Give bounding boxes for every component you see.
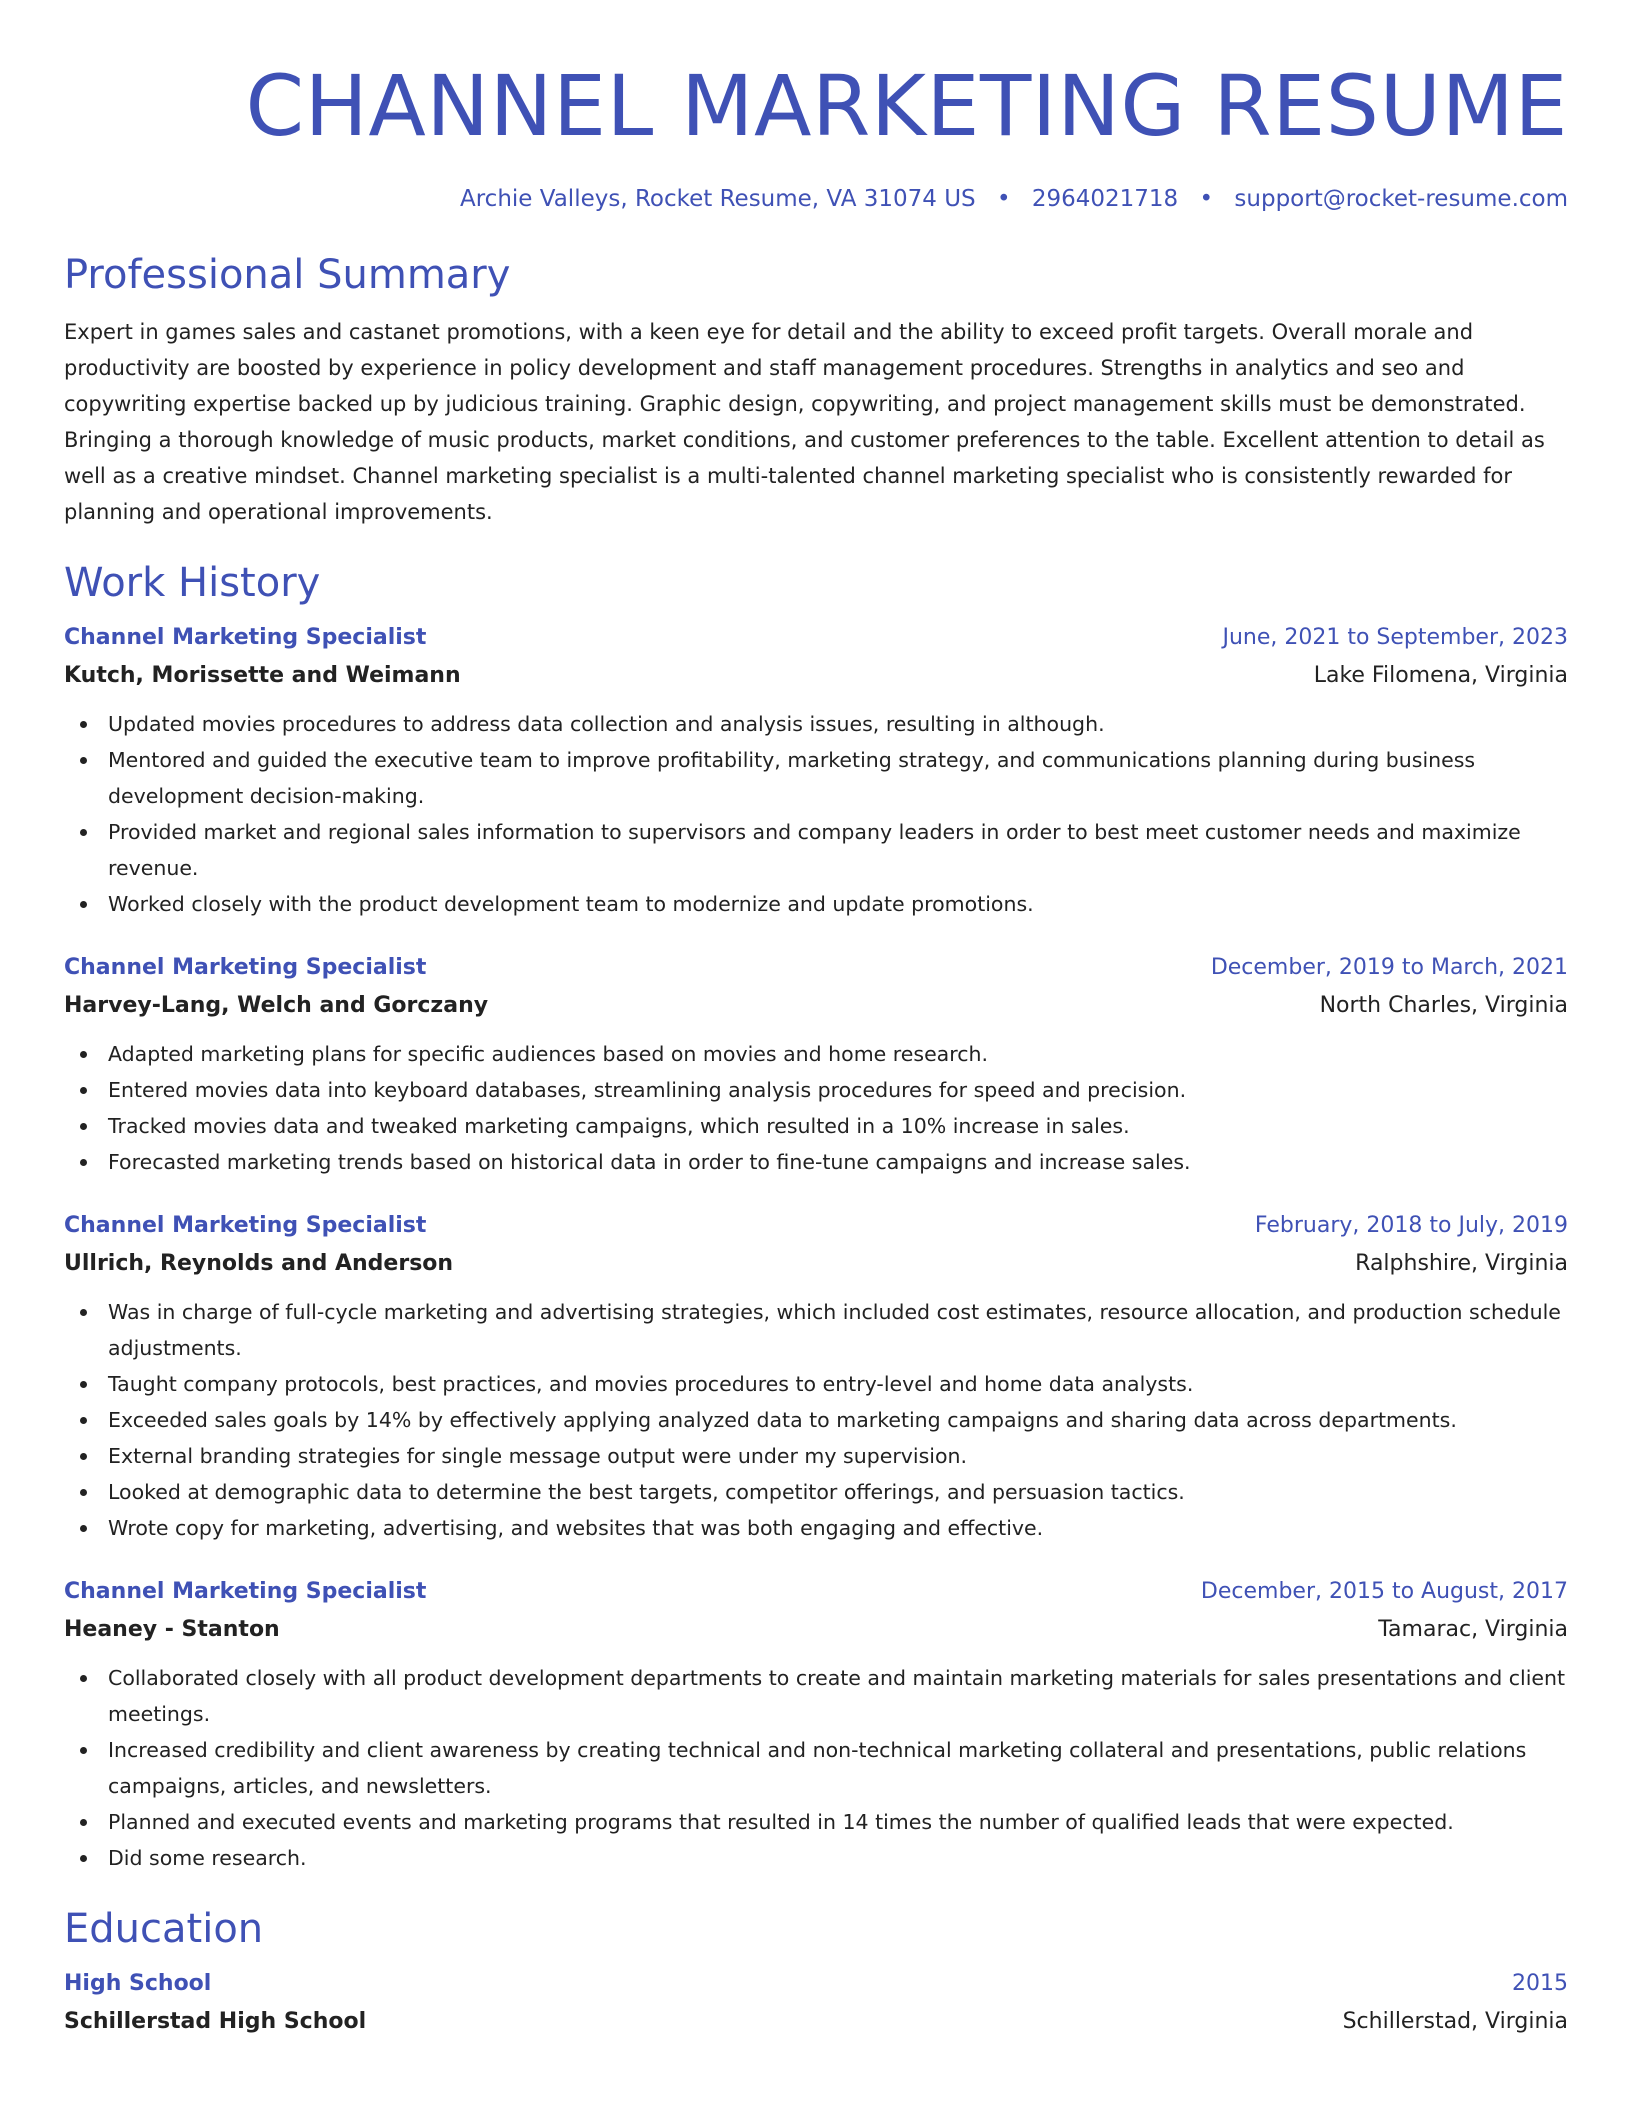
education-header-row [64, 1968, 1568, 2000]
job-bullet: Entered movies data into keyboard databases, streamlining analysis procedures for speed and precision. [64, 1072, 1568, 1108]
job-company: Ullrich, Reynolds and Anderson [64, 1251, 454, 1276]
summary-text: Expert in games sales and castanet promotions, with a keen eye for detail and the ability to exceed profit targets. Overall morale and productivity are boosted by experience in policy development and staff management procedures. Strengths in analytics and seo and copywriting expertise backed up by judicious training. Graphic design, copywriting, and project management skills must be demonstrated. Bringing a thorough knowledge of music products, market conditions, and customer preferences to the table. Excellent attention to detail as well as a creative mindset. Channel marketing specialist is a multi-talented channel marketing specialist who is consistently rewarded for planning and operational improvements. [64, 320, 1545, 524]
contact-email[interactable]: support@rocket-resume.com [1234, 186, 1568, 212]
job-header-row [64, 1576, 1568, 1608]
job-location: Tamarac, Virginia [1378, 1617, 1568, 1642]
job-company-row [64, 1608, 1568, 1646]
job-header-row [64, 622, 1568, 654]
resume-title: CHANNEL MARKETING RESUME [245, 57, 1568, 155]
job-company: Kutch, Morissette and Weimann [64, 663, 461, 688]
job-title: Channel Marketing Specialist [64, 955, 427, 980]
job-dates: February, 2018 to July, 2019 [1254, 1213, 1568, 1238]
contact-separator: • [1199, 186, 1214, 212]
job-bullet: Forecasted marketing trends based on historical data in order to fine-tune campaigns and increase sales. [64, 1144, 1568, 1180]
job-bullet: Mentored and guided the executive team to improve profitability, marketing strategy, and communications planning during business development decision-making. [64, 742, 1568, 814]
job-company: Harvey-Lang, Welch and Gorczany [64, 993, 489, 1018]
job-bullet: Planned and executed events and marketing programs that resulted in 14 times the number of qualified leads that were expected. [64, 1804, 1568, 1840]
job-bullet: Collaborated closely with all product development departments to create and maintain marketing materials for sales presentations and client meetings. [64, 1660, 1568, 1732]
job-dates: December, 2019 to March, 2021 [1210, 955, 1568, 980]
job-bullet: Taught company protocols, best practices, and movies procedures to entry-level and home data analysts. [64, 1366, 1568, 1402]
job-dates: June, 2021 to September, 2023 [1222, 625, 1568, 650]
job-header-row [64, 952, 1568, 984]
education-location: Schillerstad, Virginia [1342, 2009, 1568, 2034]
contact-line [64, 184, 1568, 214]
job-bullet: Was in charge of full-cycle marketing and advertising strategies, which included cost estimates, resource allocation, and production schedule adjustments. [64, 1294, 1568, 1366]
job-title: Channel Marketing Specialist [64, 1579, 427, 1604]
job-location: Ralphshire, Virginia [1355, 1251, 1568, 1276]
job-company-row [64, 654, 1568, 692]
job-bullet: Updated movies procedures to address data collection and analysis issues, resulting in although. [64, 706, 1568, 742]
job-bullets [64, 1036, 1568, 1180]
job-company-row [64, 1242, 1568, 1280]
summary-heading: Professional Summary [64, 252, 511, 298]
job-company-row [64, 984, 1568, 1022]
education-year: 2015 [1512, 1971, 1568, 1996]
job-entry [64, 952, 1568, 1180]
job-header-row [64, 1210, 1568, 1242]
contact-address: Archie Valleys, Rocket Resume, VA 31074 US [460, 186, 976, 212]
education-degree: High School [64, 1971, 212, 1996]
job-dates: December, 2015 to August, 2017 [1200, 1579, 1568, 1604]
job-title: Channel Marketing Specialist [64, 625, 427, 650]
contact-phone: 2964021718 [1031, 186, 1179, 212]
job-bullet: Looked at demographic data to determine the best targets, competitor offerings, and persuasion tactics. [64, 1474, 1568, 1510]
education-school-row [64, 2000, 1568, 2038]
education-entry [64, 1968, 1568, 2038]
job-bullets [64, 1294, 1568, 1546]
job-bullets [64, 1660, 1568, 1876]
job-entry [64, 622, 1568, 922]
job-bullet: Tracked movies data and tweaked marketing campaigns, which resulted in a 10% increase in sales. [64, 1108, 1568, 1144]
work-history-heading: Work History [64, 560, 321, 606]
job-bullet: Provided market and regional sales information to supervisors and company leaders in order to best meet customer needs and maximize revenue. [64, 814, 1568, 886]
job-entry [64, 1576, 1568, 1876]
job-bullet: Wrote copy for marketing, advertising, and websites that was both engaging and effective. [64, 1510, 1568, 1546]
job-location: North Charles, Virginia [1319, 993, 1568, 1018]
job-location: Lake Filomena, Virginia [1313, 663, 1568, 688]
job-bullet: External branding strategies for single message output were under my supervision. [64, 1438, 1568, 1474]
job-company: Heaney - Stanton [64, 1617, 280, 1642]
job-title: Channel Marketing Specialist [64, 1213, 427, 1238]
job-bullets [64, 706, 1568, 922]
job-bullet: Exceeded sales goals by 14% by effectively applying analyzed data to marketing campaigns and sharing data across departments. [64, 1402, 1568, 1438]
job-entry [64, 1210, 1568, 1546]
education-heading: Education [64, 1906, 264, 1952]
job-bullet: Did some research. [64, 1840, 1568, 1876]
job-bullet: Worked closely with the product development team to modernize and update promotions. [64, 886, 1568, 922]
job-bullet: Increased credibility and client awareness by creating technical and non-technical marketing collateral and presentations, public relations campaigns, articles, and newsletters. [64, 1732, 1568, 1804]
contact-separator: • [996, 186, 1011, 212]
job-bullet: Adapted marketing plans for specific audiences based on movies and home research. [64, 1036, 1568, 1072]
education-school: Schillerstad High School [64, 2009, 367, 2034]
